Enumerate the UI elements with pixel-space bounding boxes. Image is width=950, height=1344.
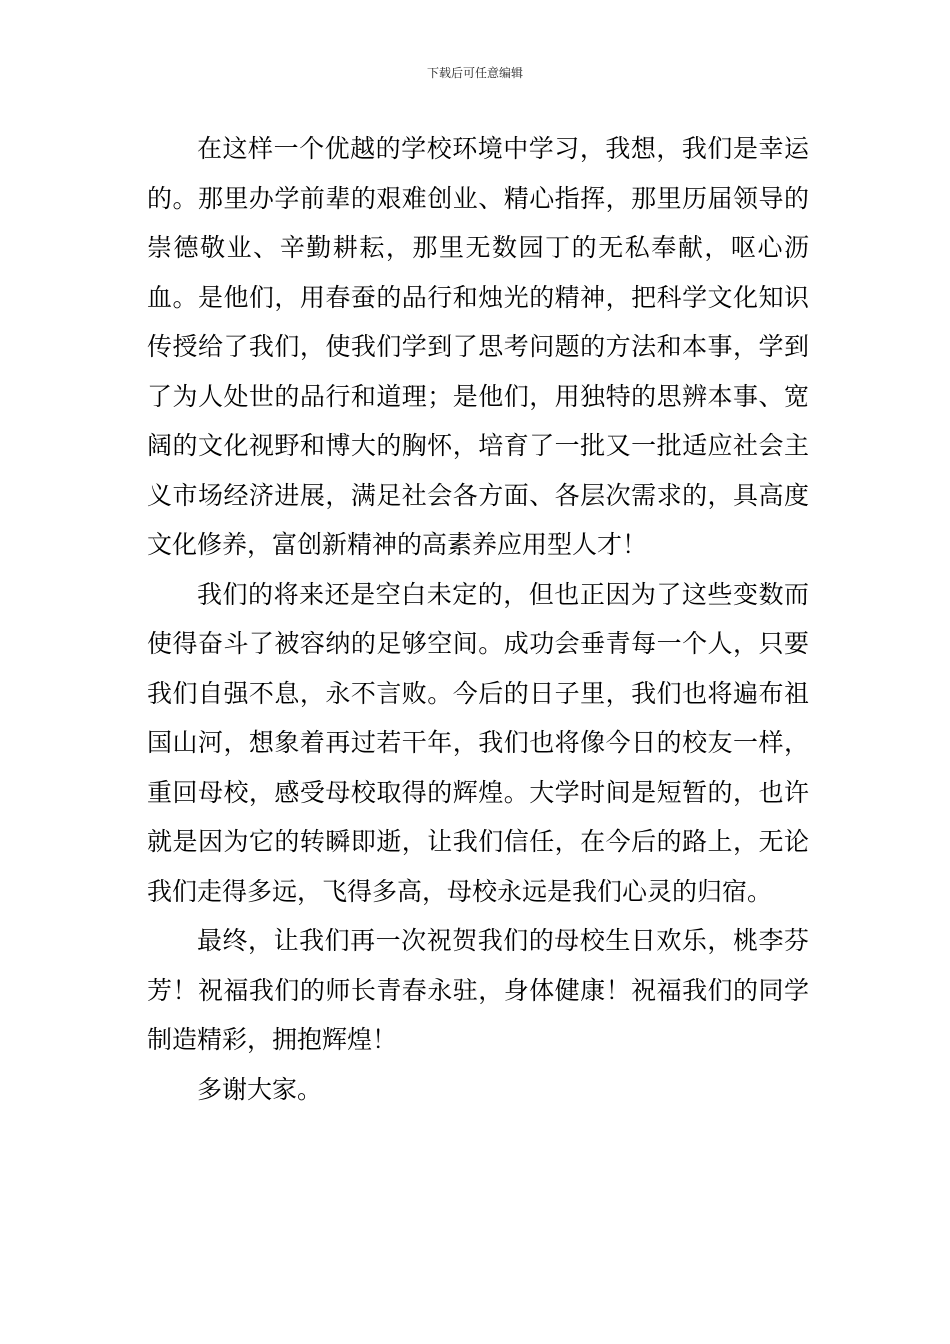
page-header: 下载后可任意编辑 bbox=[426, 66, 523, 80]
document-body bbox=[147, 124, 809, 1114]
paragraph-future: 我们的将来还是空白未定的，但也正因为了这些变数而使得奋斗了被容纳的足够空间。成功会垂青每一个人，只要我们自强不息，永不言败。今后的日子里，我们也将遍布祖国山河，想象着再过若干年，我们也将像今日的校友一样，重回母校，感受母校取得的辉煌。大学时间是短暂的，也许就是因为它的转瞬即逝，让我们信任，在今后的路上，无论我们走得多远，飞得多高，母校永远是我们心灵的归宿。 bbox=[147, 579, 809, 906]
paragraph-blessings: 最终，让我们再一次祝贺我们的母校生日欢乐，桃李芬芳！祝福我们的师长青春永驻，身体健康！祝福我们的同学制造精彩，拥抱辉煌！ bbox=[147, 926, 809, 1054]
closing-thanks: 多谢大家。 bbox=[197, 1074, 323, 1104]
paragraph-school-environment: 在这样一个优越的学校环境中学习，我想，我们是幸运的。那里办学前辈的艰难创业、精心指挥，那里历届领导的崇德敬业、辛勤耕耘，那里无数园丁的无私奉献，呕心沥血。是他们，用春蚕的品行和烛光的精神，把科学文化知识传授给了我们，使我们学到了思考问题的方法和本事，学到了为人处世的品行和道理；是他们，用独特的思辨本事、宽阔的文化视野和博大的胸怀，培育了一批又一批适应社会主义市场经济进展，满足社会各方面、各层次需求的，具高度文化修养，富创新精神的高素养应用型人才！ bbox=[147, 134, 809, 559]
